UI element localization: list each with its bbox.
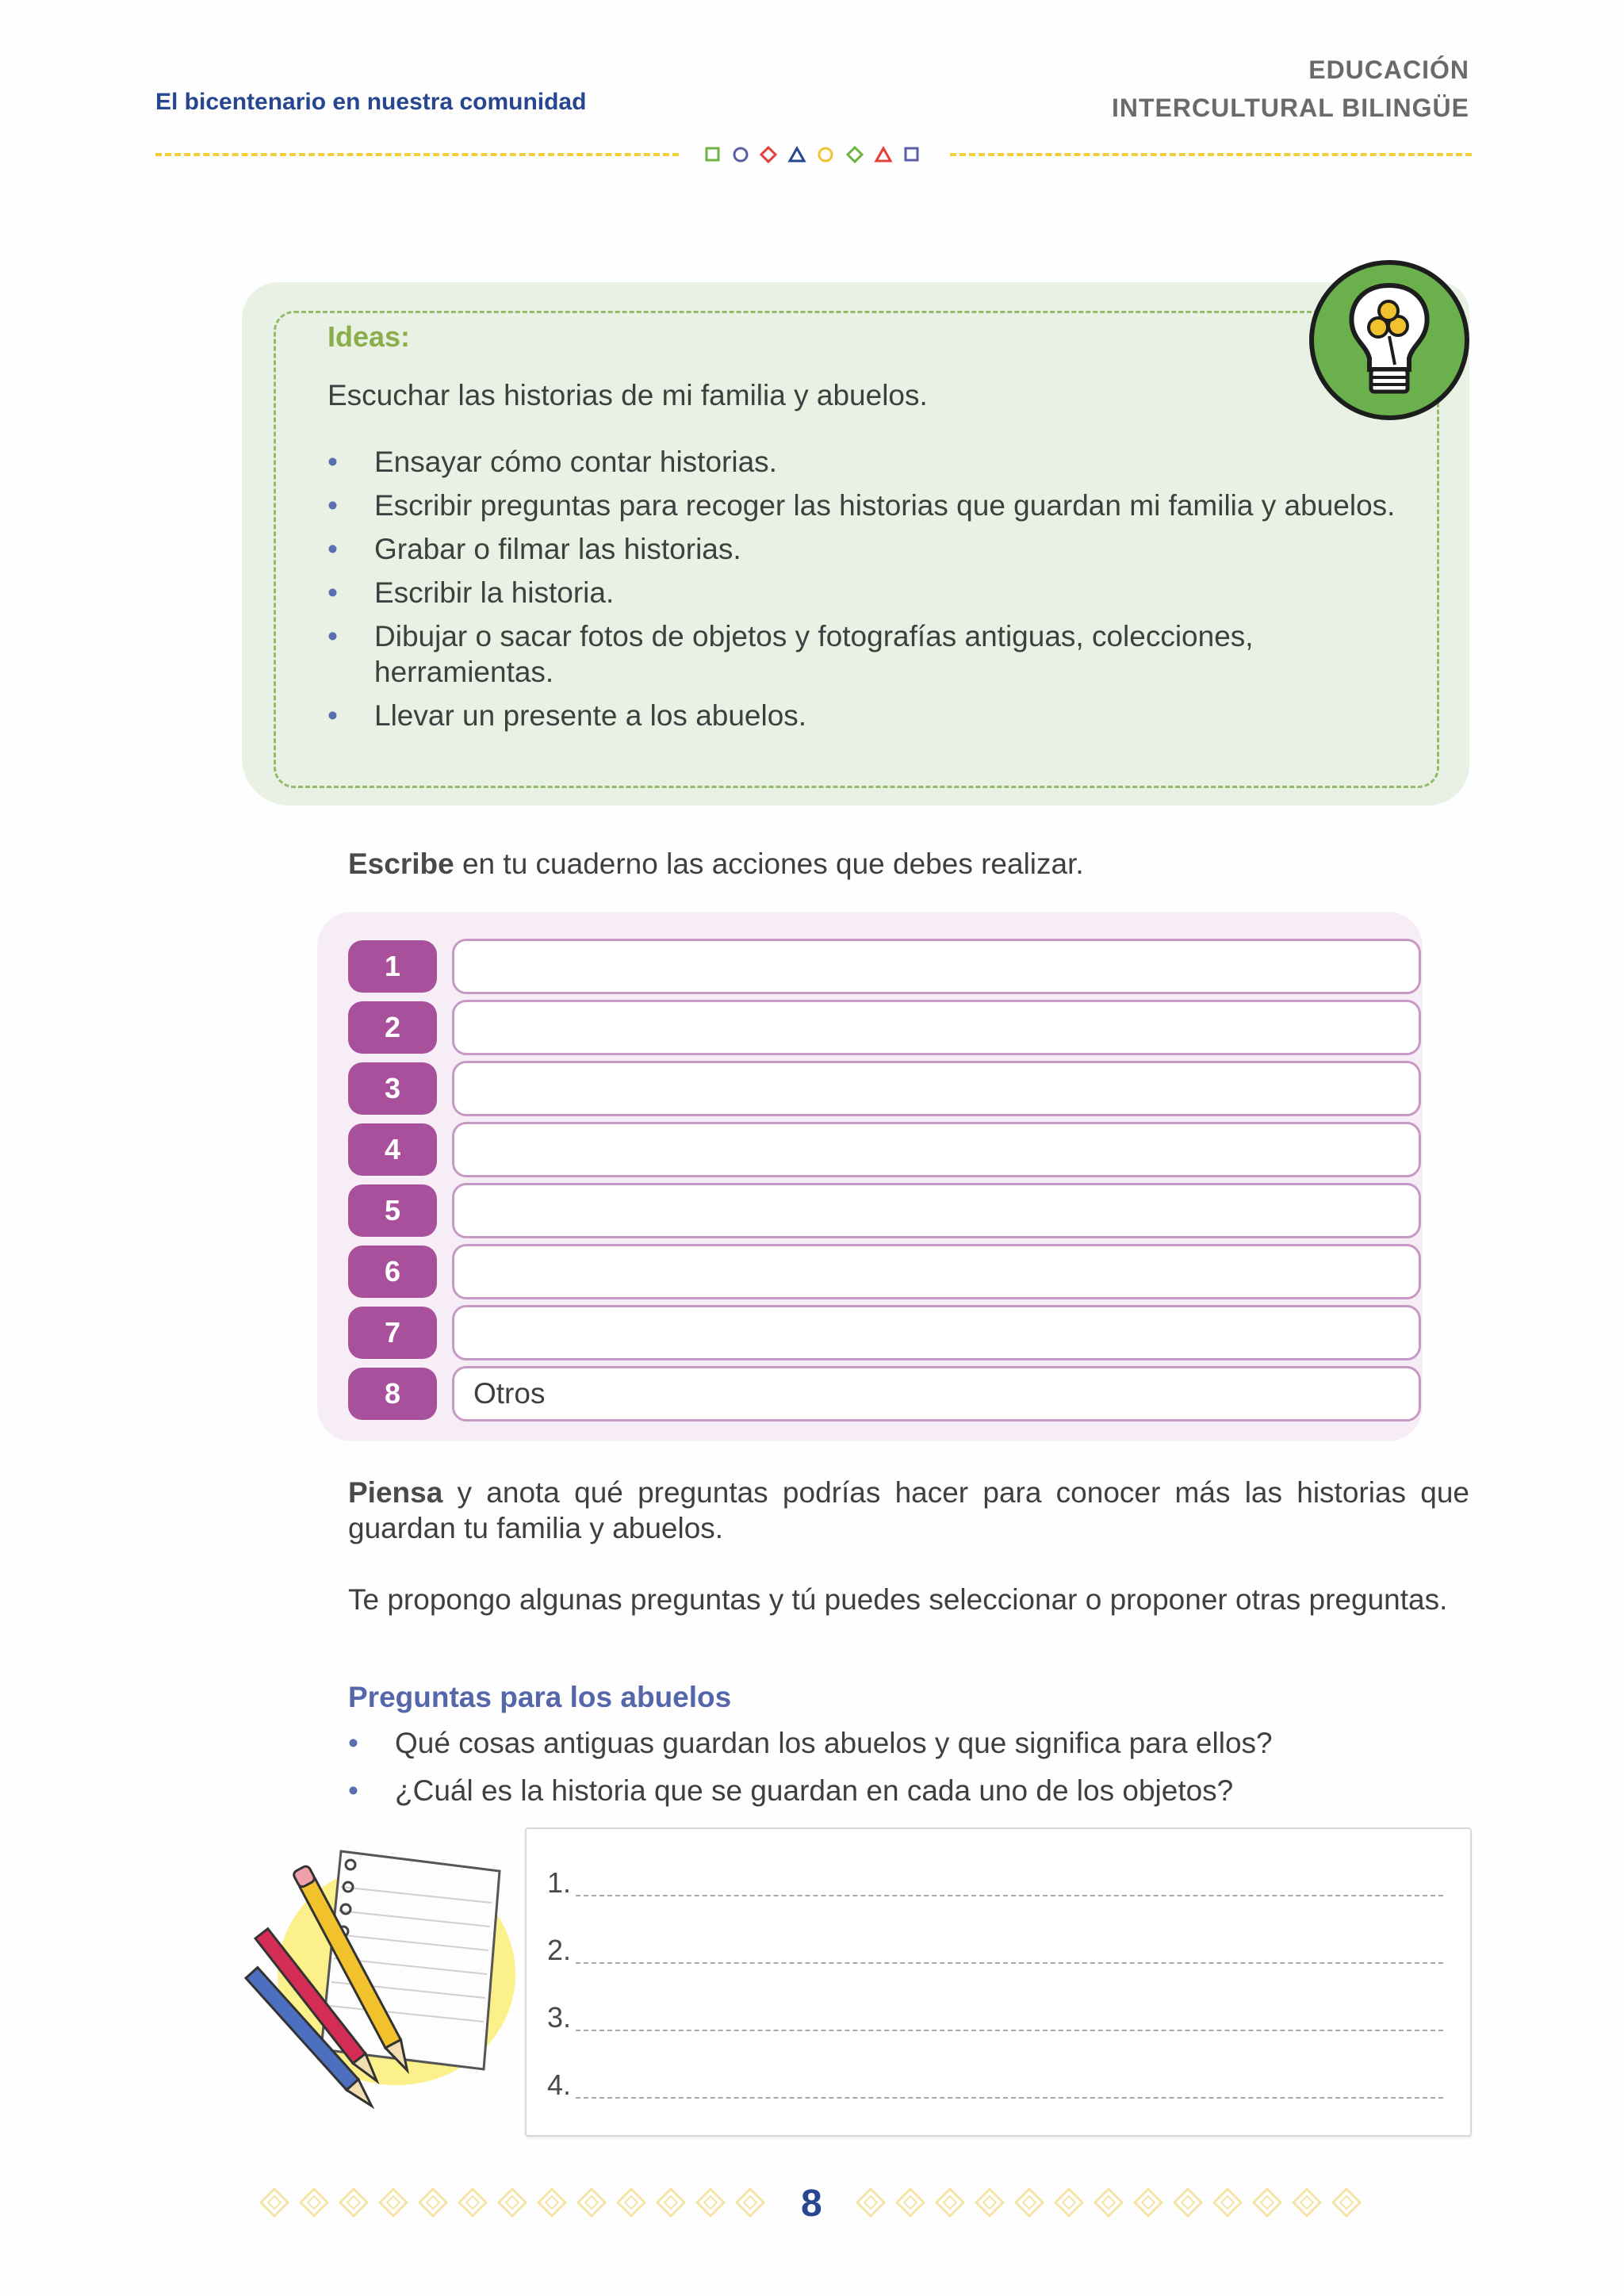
header-program-line1: EDUCACIÓN bbox=[1308, 55, 1469, 84]
page-number: 8 bbox=[801, 2183, 822, 2225]
footer-ornament-right bbox=[855, 2185, 1370, 2220]
action-input-3[interactable] bbox=[452, 1061, 1421, 1116]
row-number-badge: 6 bbox=[348, 1246, 437, 1298]
answer-line-2[interactable] bbox=[547, 1931, 1443, 1967]
question-item: • Qué cosas antiguas guardan los abuelos y que significa para ellos? bbox=[348, 1725, 1474, 1762]
ideas-list-item: • Dibujar o sacar fotos de objetos y fotografías antiguas, colecciones, herramientas. bbox=[327, 618, 1414, 690]
answer-line-number: 1. bbox=[547, 1866, 572, 1899]
action-input-2[interactable] bbox=[452, 1000, 1421, 1055]
header-divider-left bbox=[155, 153, 679, 156]
answer-line-number: 4. bbox=[547, 2068, 572, 2101]
header-program-title bbox=[1112, 51, 1469, 127]
write-instruction bbox=[348, 846, 1084, 882]
questions-title: Preguntas para los abuelos bbox=[348, 1681, 732, 1713]
answer-line-4[interactable] bbox=[547, 2065, 1443, 2102]
row-number-badge: 7 bbox=[348, 1307, 437, 1359]
questions-list bbox=[348, 1725, 1474, 1820]
question-item: • ¿Cuál es la historia que se guardan en cada uno de los objetos? bbox=[348, 1773, 1474, 1809]
row-number-badge: 1 bbox=[348, 940, 437, 993]
header-shapes-ornament bbox=[704, 143, 926, 166]
answer-dotted-line bbox=[576, 2097, 1443, 2099]
think-instruction-text: y anota qué preguntas podrías hacer para conocer más las historias que guardan tu familia y abuelos. bbox=[348, 1476, 1469, 1544]
row-number-badge: 2 bbox=[348, 1001, 437, 1054]
ideas-list-item: • Ensayar cómo contar historias. bbox=[327, 444, 1414, 480]
header-program-line2: INTERCULTURAL BILINGÜE bbox=[1111, 94, 1469, 122]
write-instruction-verb: Escribe bbox=[348, 848, 454, 880]
think-instruction bbox=[348, 1475, 1469, 1546]
ideas-list bbox=[327, 444, 1414, 741]
answer-dotted-line bbox=[576, 1962, 1443, 1964]
action-input-8[interactable]: Otros bbox=[452, 1366, 1421, 1422]
header-divider-right bbox=[950, 153, 1472, 156]
answer-line-3[interactable] bbox=[547, 1998, 1443, 2034]
row-number-badge: 8 bbox=[348, 1368, 437, 1420]
ideas-list-item: • Llevar un presente a los abuelos. bbox=[327, 698, 1414, 733]
action-input-5[interactable] bbox=[452, 1183, 1421, 1238]
answer-dotted-line bbox=[576, 2030, 1443, 2031]
ideas-list-item: • Escribir la historia. bbox=[327, 575, 1414, 610]
row-number-badge: 3 bbox=[348, 1062, 437, 1115]
action-input-7[interactable] bbox=[452, 1305, 1421, 1360]
answer-line-1[interactable] bbox=[547, 1863, 1443, 1900]
pencils-notepad-illustration bbox=[238, 1839, 523, 2109]
footer-ornament-left bbox=[259, 2185, 774, 2220]
answer-line-number: 3. bbox=[547, 2001, 572, 2034]
action-input-4[interactable] bbox=[452, 1122, 1421, 1177]
header-section-title: El bicentenario en nuestra comunidad bbox=[155, 89, 587, 115]
row-number-badge: 5 bbox=[348, 1184, 437, 1237]
answer-dotted-line bbox=[576, 1895, 1443, 1896]
write-instruction-text: en tu cuaderno las acciones que debes realizar. bbox=[454, 848, 1084, 880]
ideas-title: Ideas: bbox=[327, 320, 411, 353]
think-instruction-verb: Piensa bbox=[348, 1476, 443, 1509]
action-input-1[interactable] bbox=[452, 939, 1421, 994]
answer-line-number: 2. bbox=[547, 1934, 572, 1966]
propose-text: Te propongo algunas preguntas y tú puedes seleccionar o proponer otras preguntas. bbox=[348, 1583, 1448, 1616]
ideas-list-item: • Grabar o filmar las historias. bbox=[327, 531, 1414, 567]
action-input-6[interactable] bbox=[452, 1244, 1421, 1299]
ideas-intro: Escuchar las historias de mi familia y abuelos. bbox=[327, 379, 928, 411]
row-number-badge: 4 bbox=[348, 1123, 437, 1176]
lightbulb-icon bbox=[1303, 254, 1476, 427]
ideas-list-item: • Escribir preguntas para recoger las historias que guardan mi familia y abuelos. bbox=[327, 488, 1414, 523]
